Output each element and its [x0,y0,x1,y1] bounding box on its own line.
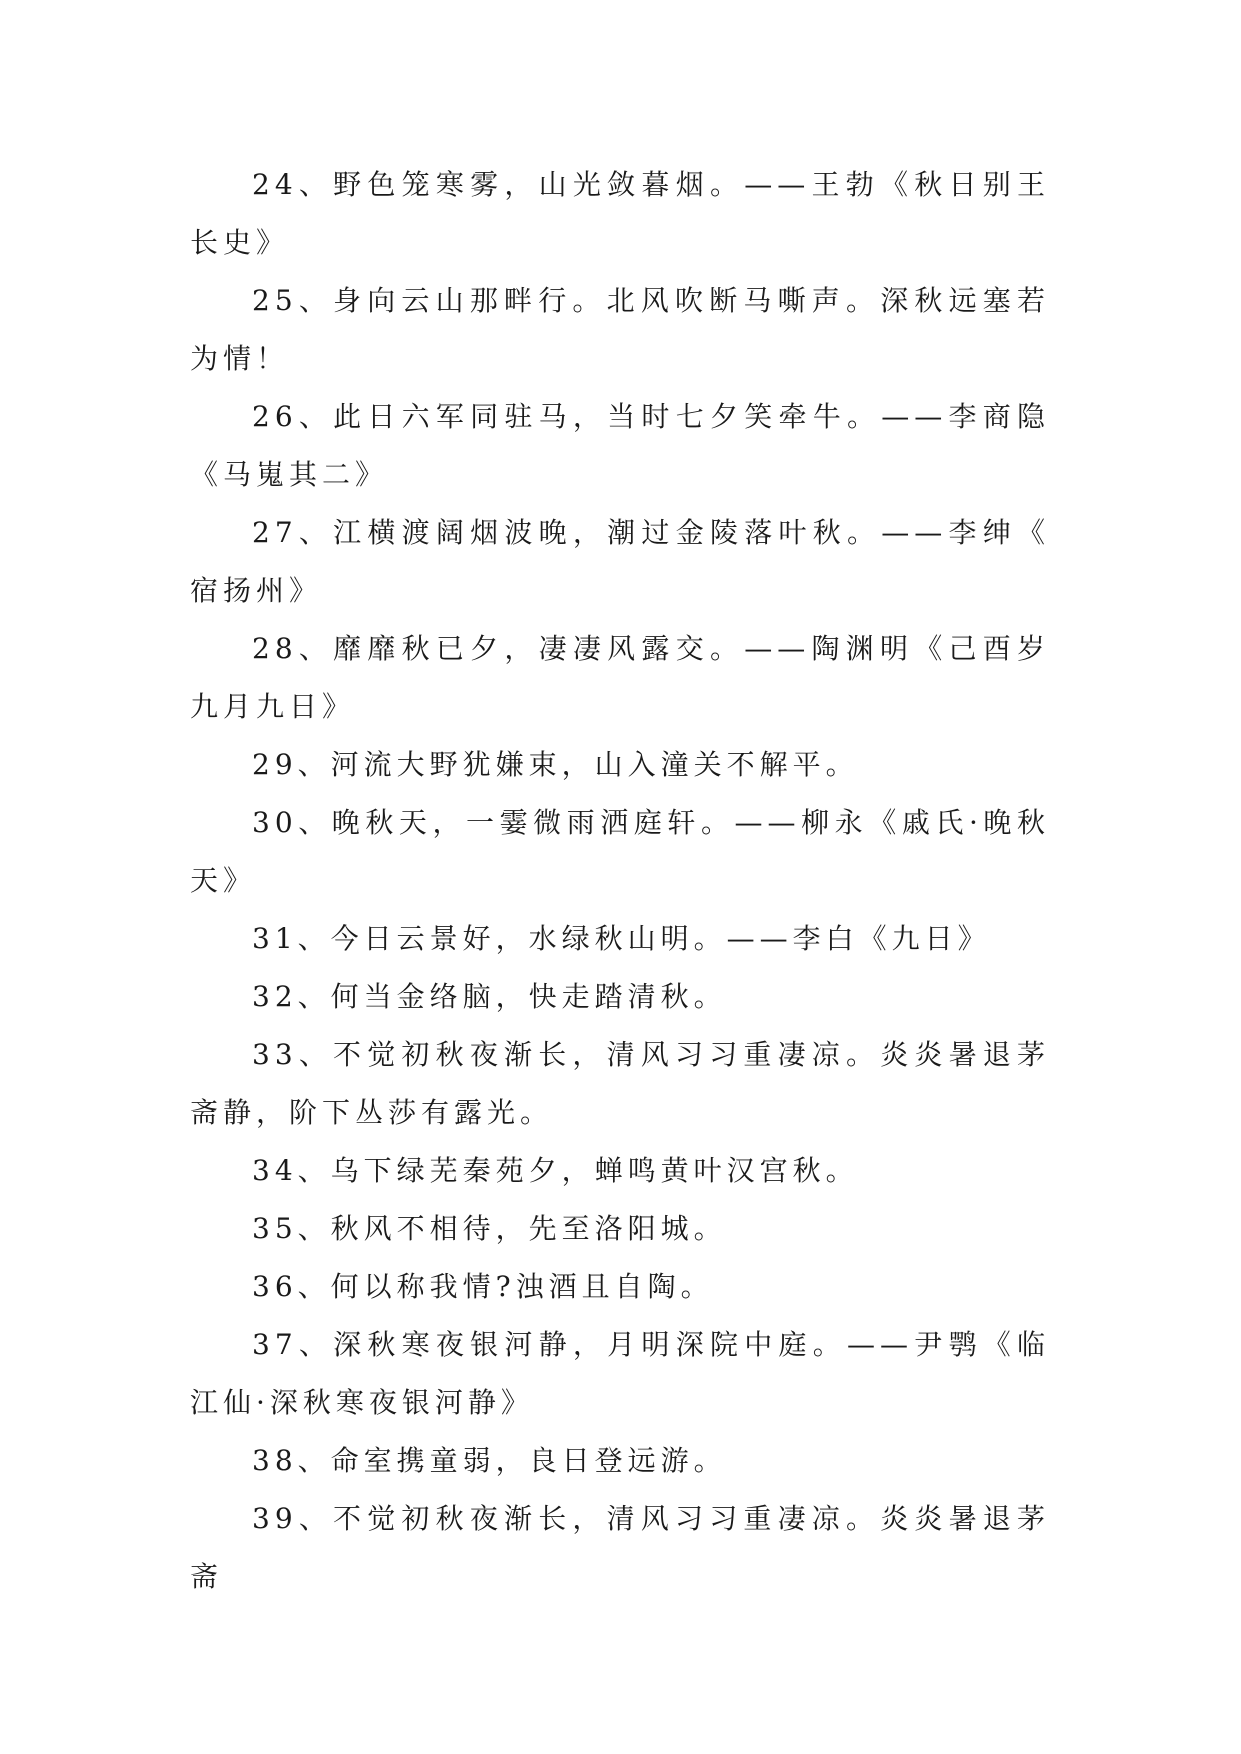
paragraph-31: 31、今日云景好，水绿秋山明。——李白《九日》 [252,922,991,955]
paragraph-28: 28、靡靡秋已夕，凄凄风露交。——陶渊明《己酉岁九月九日》 [190,632,1050,723]
paragraph-37: 37、深秋寒夜银河静，月明深院中庭。——尹鹗《临江仙·深秋寒夜银河静》 [190,1328,1050,1419]
paragraph-30: 30、晚秋天，一霎微雨洒庭轩。——柳永《戚氏·晚秋天》 [190,806,1050,897]
paragraph-26: 26、此日六军同驻马，当时七夕笑牵牛。——李商隐《马嵬其二》 [190,400,1050,491]
paragraph-27: 27、江横渡阔烟波晚，潮过金陵落叶秋。——李绅《宿扬州》 [190,516,1050,607]
paragraph-35: 35、秋风不相待，先至洛阳城。 [252,1212,727,1245]
paragraph-32: 32、何当金络脑，快走踏清秋。 [252,980,727,1013]
paragraph-39: 39、不觉初秋夜渐长，清风习习重凄凉。炎炎暑退茅斋 [190,1502,1050,1593]
paragraph-34: 34、乌下绿芜秦苑夕，蝉鸣黄叶汉宫秋。 [252,1154,859,1187]
paragraph-38: 38、命室携童弱，良日登远游。 [252,1444,727,1477]
paragraph-33: 33、不觉初秋夜渐长，清风习习重凄凉。炎炎暑退茅斋静，阶下丛莎有露光。 [190,1038,1050,1129]
paragraph-24: 24、野色笼寒雾，山光敛暮烟。——王勃《秋日别王长史》 [190,168,1050,259]
paragraph-29: 29、河流大野犹嫌束，山入潼关不解平。 [252,748,859,781]
document-body [190,156,1050,1606]
paragraph-25: 25、身向云山那畔行。北风吹断马嘶声。深秋远塞若为情！ [190,284,1050,375]
paragraph-36: 36、何以称我情?浊酒且自陶。 [252,1270,714,1303]
